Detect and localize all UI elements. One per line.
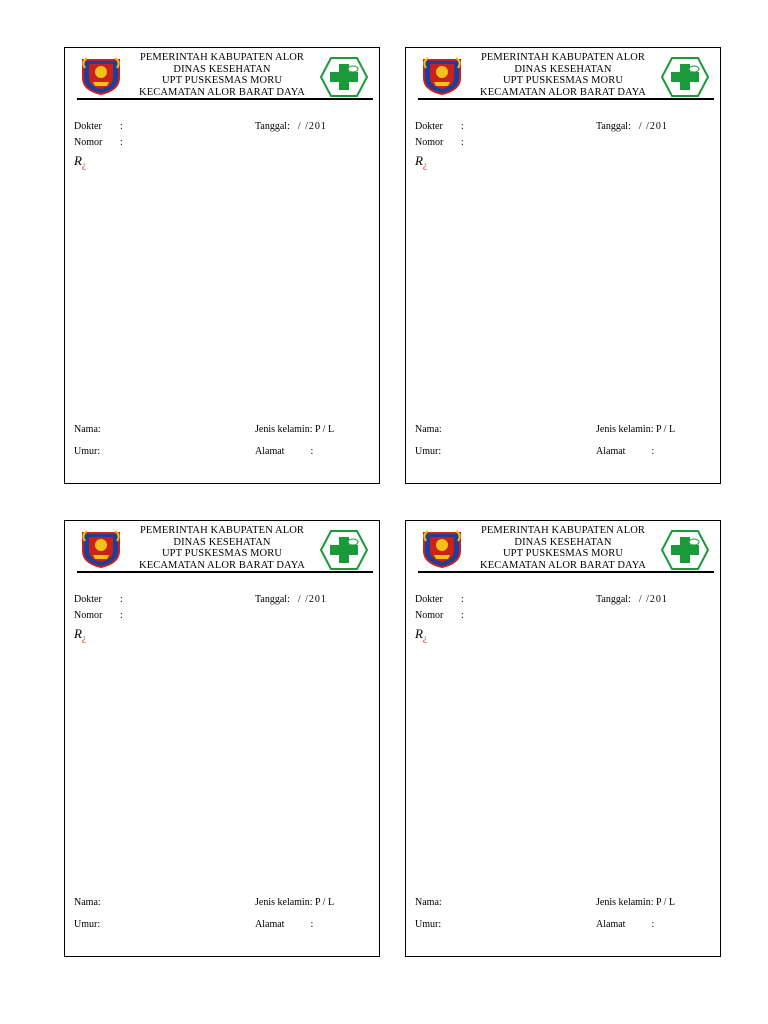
nama-field: Nama: [415, 897, 442, 908]
card-header [115, 52, 329, 98]
header-divider [418, 571, 714, 573]
card-header [456, 52, 670, 98]
jenis-kelamin-field: Jenis kelamin: P / L [596, 897, 676, 908]
jenis-kelamin-field: Jenis kelamin: P / L [255, 897, 335, 908]
header-line-2: DINAS KESEHATAN [173, 63, 271, 75]
alamat-field [596, 446, 654, 457]
alamat-colon: : [651, 446, 655, 457]
nama-field: Nama: [74, 897, 101, 908]
header-line-3: UPT PUSKESMAS MORU [502, 548, 624, 559]
nomor-label: Nomor [415, 610, 444, 621]
prescription-card [64, 47, 380, 484]
nomor-label: Nomor [74, 137, 103, 148]
dokter-label: Dokter [74, 594, 102, 605]
tanggal-field [596, 594, 668, 605]
header-line-1: PEMERINTAH KABUPATEN ALOR [139, 525, 305, 536]
header-line-2: DINAS KESEHATAN [514, 63, 612, 75]
header-divider [77, 98, 373, 100]
nomor-colon: : [120, 137, 123, 148]
jenis-kelamin-field: Jenis kelamin: P / L [255, 424, 335, 435]
alamat-field [255, 446, 313, 457]
dokter-field [74, 121, 123, 132]
rx-symbol [74, 626, 86, 642]
tanggal-value: / /201 [638, 594, 668, 605]
header-line-4: KECAMATAN ALOR BARAT DAYA [139, 86, 305, 98]
jenis-kelamin-field: Jenis kelamin: P / L [596, 424, 676, 435]
rx-letter: R [415, 626, 423, 641]
dokter-colon: : [120, 121, 123, 132]
dokter-field [415, 121, 464, 132]
umur-field: Umur: [74, 446, 101, 457]
tanggal-value: / /201 [297, 121, 327, 132]
header-line-3: UPT PUSKESMAS MORU [161, 548, 283, 559]
rx-symbol [415, 626, 427, 642]
dokter-colon: : [461, 594, 464, 605]
dokter-label: Dokter [415, 121, 443, 132]
header-line-1: PEMERINTAH KABUPATEN ALOR [480, 52, 646, 63]
nomor-label: Nomor [74, 610, 103, 621]
dokter-field [415, 594, 464, 605]
alamat-colon: : [651, 919, 655, 930]
puskesmas-cross-icon [660, 56, 710, 98]
tanggal-label: Tanggal: [596, 594, 631, 605]
nomor-label: Nomor [415, 137, 444, 148]
alamat-field [255, 919, 313, 930]
puskesmas-cross-icon [319, 529, 369, 571]
nomor-colon: : [461, 137, 464, 148]
header-line-1: PEMERINTAH KABUPATEN ALOR [480, 525, 646, 536]
alamat-field [596, 919, 654, 930]
rx-mark: ¿ [422, 160, 427, 170]
header-line-4: KECAMATAN ALOR BARAT DAYA [139, 559, 305, 571]
header-line-2: DINAS KESEHATAN [173, 536, 271, 548]
tanggal-value: / /201 [297, 594, 327, 605]
header-line-2: DINAS KESEHATAN [514, 536, 612, 548]
header-line-4: KECAMATAN ALOR BARAT DAYA [480, 559, 646, 571]
nomor-field [74, 610, 123, 621]
nomor-colon: : [461, 610, 464, 621]
alamat-label: Alamat [596, 446, 626, 457]
nomor-field [415, 137, 464, 148]
header-divider [418, 98, 714, 100]
alamat-label: Alamat [596, 919, 626, 930]
puskesmas-cross-icon [319, 56, 369, 98]
tanggal-label: Tanggal: [255, 121, 290, 132]
rx-letter: R [74, 153, 82, 168]
nomor-colon: : [120, 610, 123, 621]
header-line-3: UPT PUSKESMAS MORU [161, 75, 283, 86]
rx-mark: ¿ [81, 633, 86, 643]
alamat-label: Alamat [255, 919, 285, 930]
rx-symbol [74, 153, 86, 169]
card-header [115, 525, 329, 571]
umur-field: Umur: [74, 919, 101, 930]
tanggal-label: Tanggal: [596, 121, 631, 132]
alamat-colon: : [310, 919, 314, 930]
tanggal-field [596, 121, 668, 132]
puskesmas-cross-icon [660, 529, 710, 571]
dokter-label: Dokter [415, 594, 443, 605]
dokter-colon: : [120, 594, 123, 605]
rx-letter: R [74, 626, 82, 641]
nama-field: Nama: [415, 424, 442, 435]
rx-mark: ¿ [422, 633, 427, 643]
header-divider [77, 571, 373, 573]
prescription-card [405, 520, 721, 957]
alamat-label: Alamat [255, 446, 285, 457]
header-line-3: UPT PUSKESMAS MORU [502, 75, 624, 86]
header-line-4: KECAMATAN ALOR BARAT DAYA [480, 86, 646, 98]
dokter-label: Dokter [74, 121, 102, 132]
card-header [456, 525, 670, 571]
tanggal-field [255, 594, 327, 605]
umur-field: Umur: [415, 919, 442, 930]
dokter-colon: : [461, 121, 464, 132]
prescription-card [64, 520, 380, 957]
umur-field: Umur: [415, 446, 442, 457]
rx-letter: R [415, 153, 423, 168]
tanggal-field [255, 121, 327, 132]
nomor-field [74, 137, 123, 148]
header-line-1: PEMERINTAH KABUPATEN ALOR [139, 52, 305, 63]
prescription-card [405, 47, 721, 484]
nomor-field [415, 610, 464, 621]
rx-symbol [415, 153, 427, 169]
dokter-field [74, 594, 123, 605]
tanggal-value: / /201 [638, 121, 668, 132]
alamat-colon: : [310, 446, 314, 457]
rx-mark: ¿ [81, 160, 86, 170]
nama-field: Nama: [74, 424, 101, 435]
tanggal-label: Tanggal: [255, 594, 290, 605]
